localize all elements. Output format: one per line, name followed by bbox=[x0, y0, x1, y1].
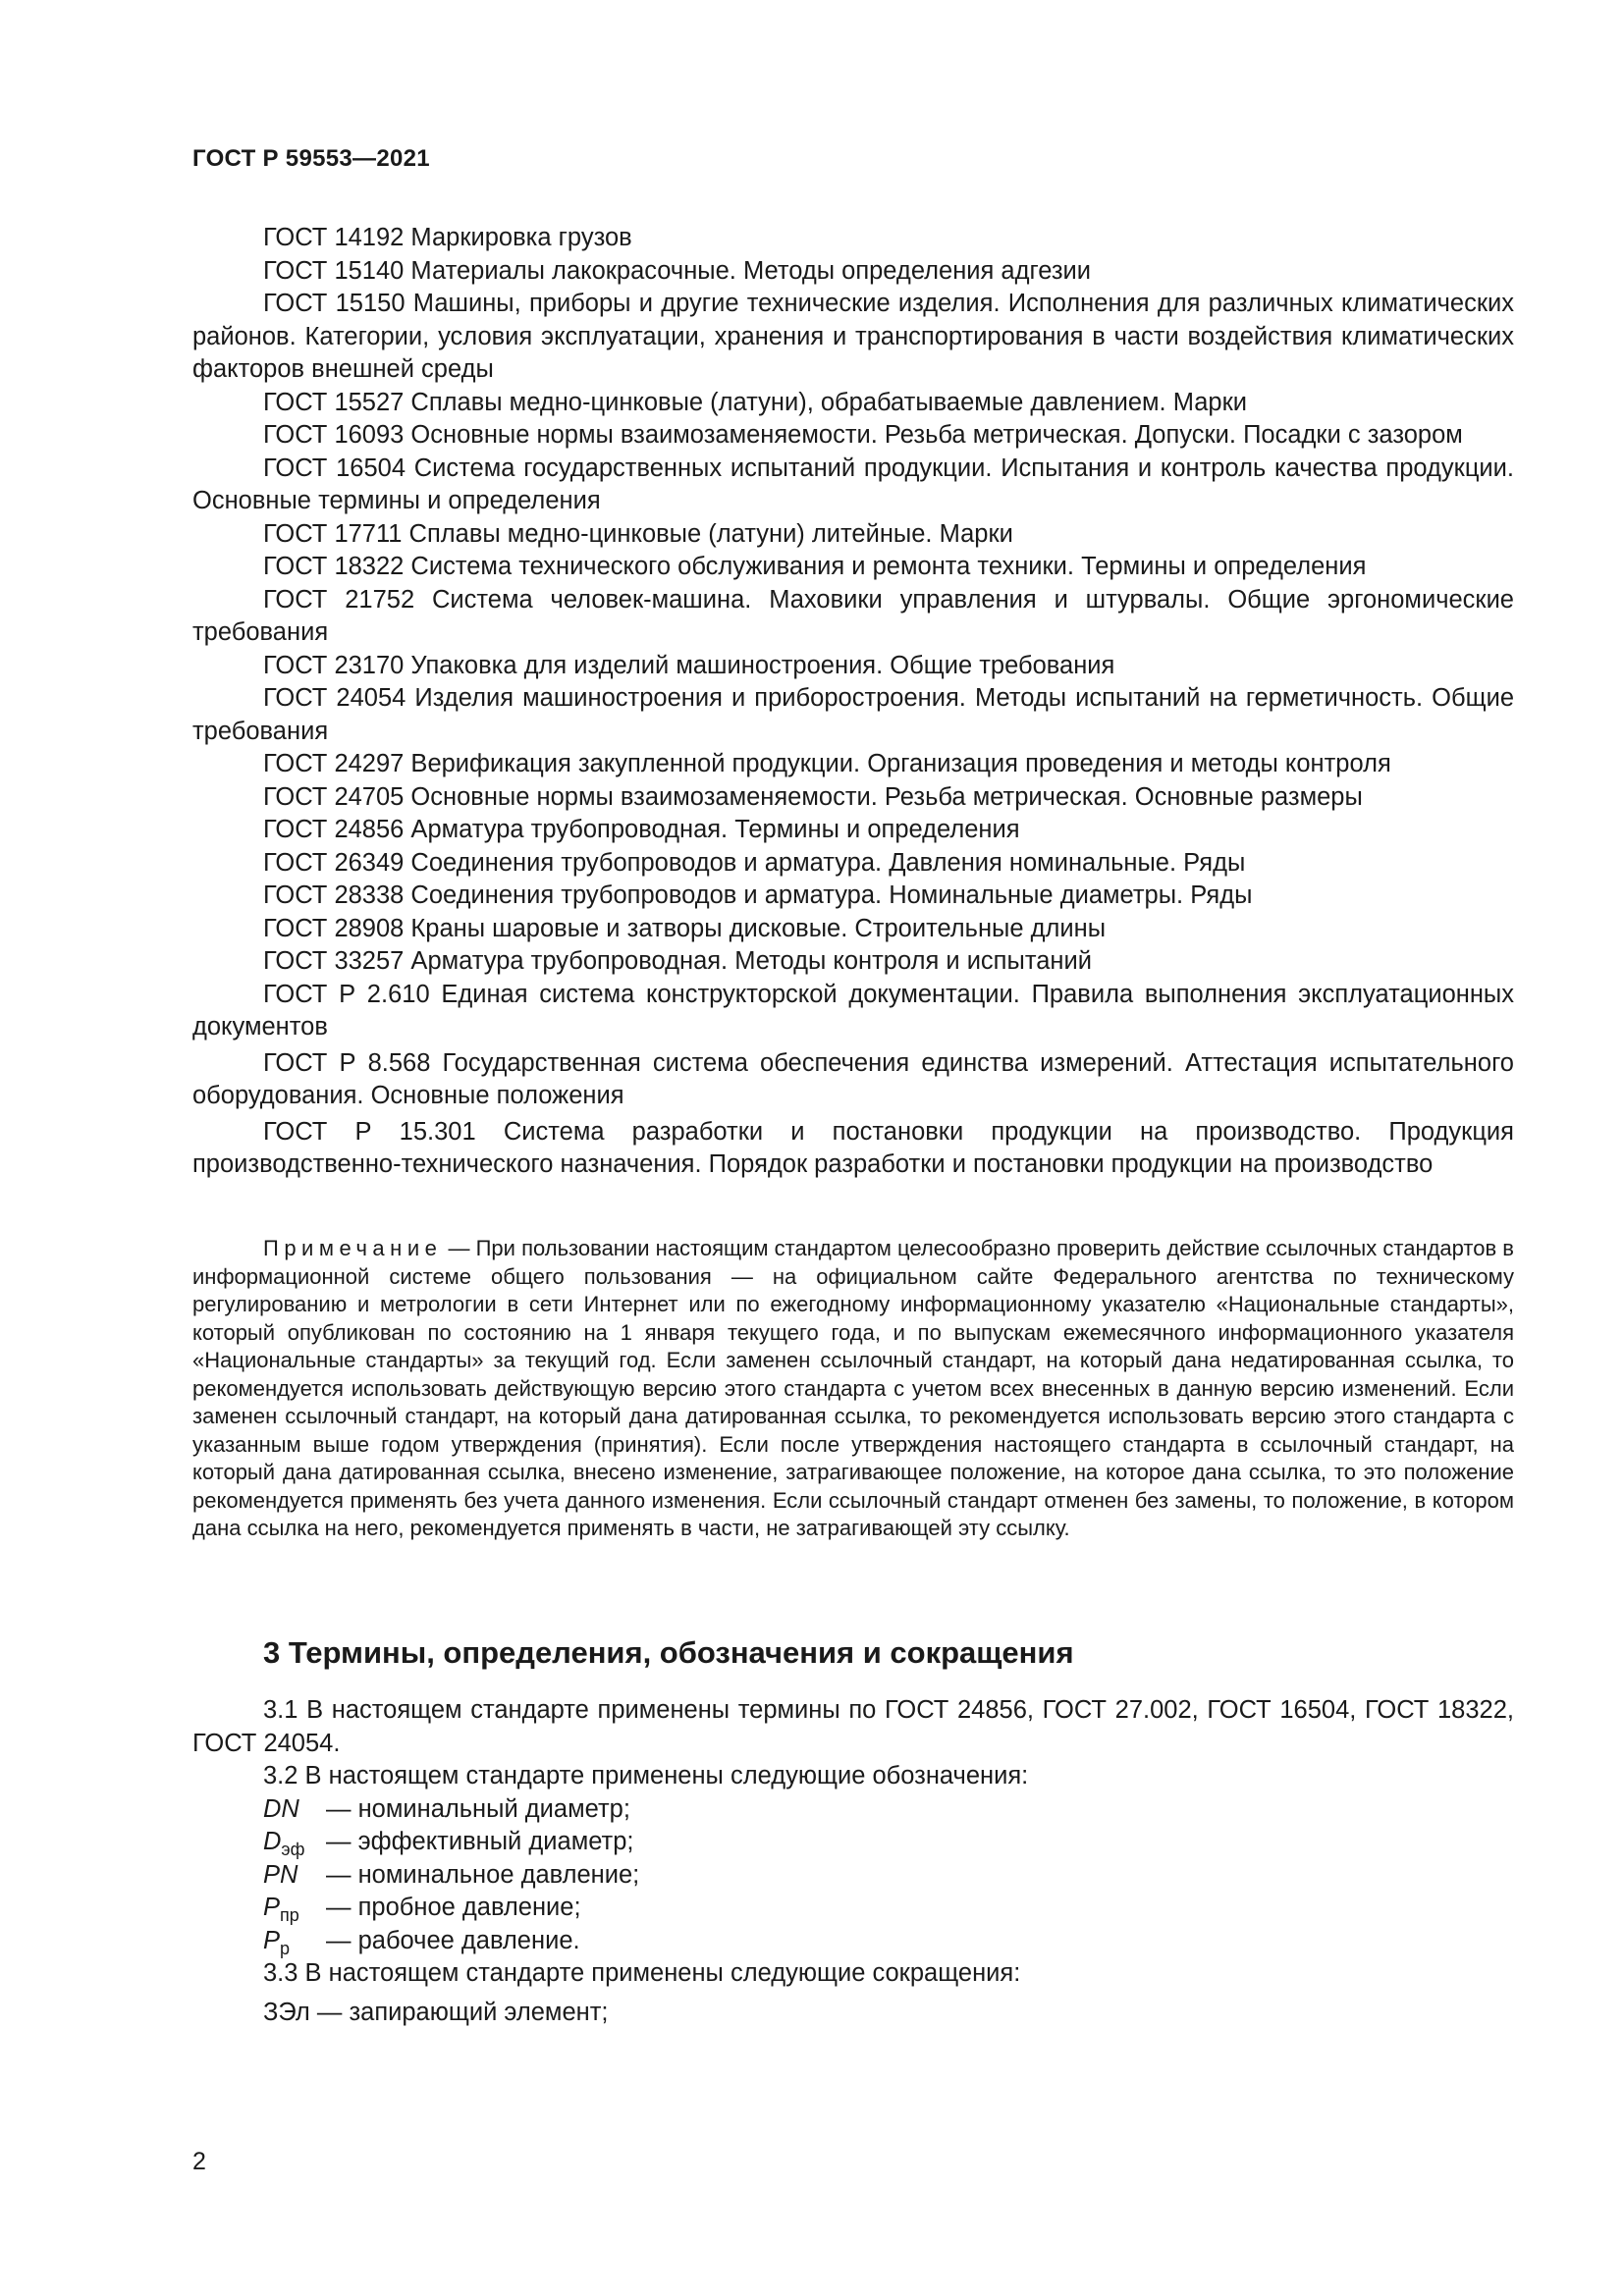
reference-item: ГОСТ 16093 Основные нормы взаимозаменяемости. Резьба метрическая. Допуски. Посадки с зазором bbox=[263, 421, 1463, 449]
symbol-definition: — номинальное давление; bbox=[326, 1860, 640, 1889]
reference-item: ГОСТ 28908 Краны шаровые и затворы дисковые. Строительные длины bbox=[263, 914, 1107, 942]
reference-item: ГОСТ 24054 Изделия машиностроения и приборостроения. Методы испытаний на герметичность. Общие требования bbox=[192, 684, 1514, 745]
section-body bbox=[192, 1694, 1514, 2029]
reference-item: ГОСТ 15140 Материалы лакокрасочные. Методы определения адгезии bbox=[263, 256, 1092, 285]
reference-item: ГОСТ 14192 Маркировка грузов bbox=[263, 224, 632, 251]
symbol-row bbox=[192, 1826, 1514, 1859]
symbol: $P_{пр}$ bbox=[263, 1894, 299, 1925]
reference-item: ГОСТ 26349 Соединения трубопроводов и арматура. Давления номинальные. Ряды bbox=[263, 848, 1246, 877]
abbreviation-row bbox=[192, 1997, 1514, 2030]
reference-item: ГОСТ 24705 Основные нормы взаимозаменяемости. Резьба метрическая. Основные размеры bbox=[263, 782, 1363, 811]
symbol-definition: — рабочее давление. bbox=[326, 1926, 580, 1954]
symbol-row bbox=[192, 1859, 1514, 1893]
abbreviation-definition: — запирающий элемент; bbox=[316, 1998, 609, 2026]
symbol: DN bbox=[263, 1794, 299, 1823]
abbreviation: ЗЭл bbox=[263, 1998, 310, 2026]
reference-item: ГОСТ 24856 Арматура трубопроводная. Термины и определения bbox=[263, 816, 1020, 843]
normative-references-list bbox=[192, 222, 1514, 1182]
reference-item: ГОСТ 16504 Система государственных испытаний продукции. Испытания и контроль качества продукции. Основные термины и определения bbox=[192, 454, 1514, 514]
reference-item: ГОСТ 17711 Сплавы медно-цинковые (латуни) литейные. Марки bbox=[263, 519, 1013, 548]
document-header: ГОСТ Р 59553—2021 bbox=[192, 145, 430, 172]
symbol-row bbox=[192, 1892, 1514, 1925]
clause-3-1: 3.1 В настоящем стандарте применены термины по ГОСТ 24856, ГОСТ 27.002, ГОСТ 16504, ГОСТ 18322, ГОСТ 24054. bbox=[192, 1696, 1514, 1757]
symbol-row bbox=[192, 1925, 1514, 1958]
reference-item: ГОСТ 24297 Верификация закупленной продукции. Организация проведения и методы контроля bbox=[263, 750, 1391, 777]
symbol: $P_р$ bbox=[263, 1926, 291, 1958]
symbol: $D_{эф}$ bbox=[263, 1828, 305, 1859]
reference-item: ГОСТ 15527 Сплавы медно-цинковые (латуни), обрабатываемые давлением. Марки bbox=[263, 388, 1247, 416]
page-number: 2 bbox=[192, 2148, 206, 2175]
reference-item: ГОСТ 28338 Соединения трубопроводов и арматура. Номинальные диаметры. Ряды bbox=[263, 881, 1253, 909]
reference-item: ГОСТ 21752 Система человек-машина. Маховики управления и штурвалы. Общие эргономические требования bbox=[192, 585, 1514, 646]
reference-item: ГОСТ Р 2.610 Единая система конструкторской документации. Правила выполнения эксплуатационных документов bbox=[192, 980, 1514, 1041]
clause-3-2: 3.2 В настоящем стандарте применены следующие обозначения: bbox=[263, 1762, 1029, 1789]
note-text: — При пользовании настоящим стандартом целесообразно проверить действие ссылочных стандартов в информационной системе общего пользования — на официальном сайте Федерального агентства по техническому регулированию и метрологии в сети Интернет или по ежегодному информационному указателю «Национальные стандарты», который опубликован по состоянию на 1 января текущего года, и по выпускам ежемесячного информационного указателя «Национальные стандарты» за текущий год. Если заменен ссылочный стандарт, на который дана недатированная ссылка, то рекомендуется использовать действующую версию этого стандарта с учетом всех внесенных в данную версию изменений. Если заменен ссылочный стандарт, на который дана датированная ссылка, то рекомендуется использовать версию этого стандарта с указанным выше годом утверждения (принятия). Если после утверждения настоящего стандарта в ссылочный стандарт, на который дана датированная ссылка, внесено изменение, затрагивающее положение, на которое дана ссылка, то это положение рекомендуется применять без учета данного изменения. Если ссылочный стандарт отменен без замены, то положение, в котором дана ссылка на него, рекомендуется применять в части, не затрагивающей эту ссылку. bbox=[192, 1236, 1514, 1540]
note-label: Примечание bbox=[263, 1236, 443, 1260]
reference-item: ГОСТ 15150 Машины, приборы и другие технические изделия. Исполнения для различных климатических районов. Категории, условия эксплуатации, хранения и транспортирования в части воздействия климатических факторов внешней среды bbox=[192, 290, 1514, 383]
symbol-row bbox=[192, 1793, 1514, 1827]
reference-item: ГОСТ 33257 Арматура трубопроводная. Методы контроля и испытаний bbox=[263, 947, 1092, 975]
clause-3-3: 3.3 В настоящем стандарте применены следующие сокращения: bbox=[263, 1959, 1021, 1987]
symbol-definition: — номинальный диаметр; bbox=[326, 1794, 630, 1823]
symbol-definition: — эффективный диаметр; bbox=[326, 1828, 634, 1855]
note-paragraph bbox=[192, 1235, 1514, 1543]
symbol: PN bbox=[263, 1860, 298, 1889]
symbol-definition: — пробное давление; bbox=[326, 1894, 581, 1921]
reference-item: ГОСТ Р 8.568 Государственная система обеспечения единства измерений. Аттестация испытательного оборудования. Основные положения bbox=[192, 1048, 1514, 1109]
reference-item: ГОСТ 23170 Упаковка для изделий машиностроения. Общие требования bbox=[263, 651, 1115, 679]
section-title: 3 Термины, определения, обозначения и сокращения bbox=[263, 1635, 1074, 1670]
reference-item: ГОСТ Р 15.301 Система разработки и постановки продукции на производство. Продукция производственно-технического назначения. Порядок разработки и постановки продукции на производство bbox=[192, 1117, 1514, 1178]
reference-item: ГОСТ 18322 Система технического обслуживания и ремонта техники. Термины и определения bbox=[263, 553, 1367, 580]
